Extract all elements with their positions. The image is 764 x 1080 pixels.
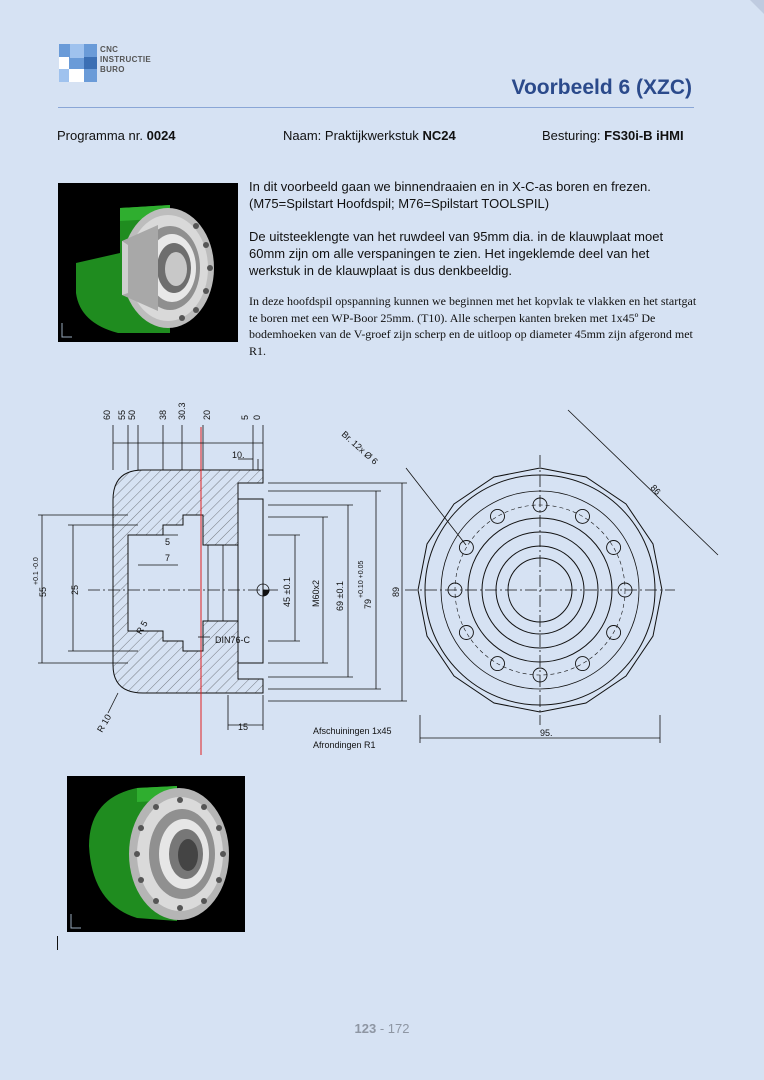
control-label: Besturing: (542, 128, 601, 143)
dim-r10: R 10 (95, 712, 114, 734)
dim-89: 89 (391, 586, 401, 597)
dim-45: 45 ±0.1 (282, 577, 292, 607)
page-number (0, 1021, 764, 1036)
technical-drawing (28, 395, 728, 765)
page-current: 123 (354, 1021, 377, 1036)
dim-55-tol: +0.1 -0.0 (33, 557, 40, 585)
dim-95: 95. (540, 728, 553, 738)
dim-top-0: 0 (252, 414, 262, 420)
top-dimension-ticks (113, 425, 263, 470)
program-number (57, 128, 176, 143)
logo-text (100, 45, 151, 75)
dim-69: 69 ±0.1 (335, 581, 345, 611)
page-total: 172 (387, 1021, 410, 1036)
text-cursor (57, 936, 58, 950)
dim-15: 15 (238, 722, 249, 732)
logo-mark-icon (58, 43, 98, 83)
dim-top-55: 55 (117, 409, 127, 420)
logo-line-2: INSTRUCTIE (100, 55, 151, 64)
note-round: Afrondingen R1 (313, 740, 376, 750)
title-divider (58, 107, 694, 108)
dim-10: 10. (232, 450, 245, 460)
dim-86: 86 (648, 482, 663, 497)
page-corner-fold (750, 0, 764, 14)
holes-label: Br. 12x Ø 6 (339, 429, 380, 467)
part-name (283, 128, 456, 143)
dim-79-tol: +0.10 +0.05 (358, 560, 365, 598)
page-title: Voorbeeld 6 (XZC) (511, 76, 692, 99)
dim-r5: R 5 (134, 618, 150, 636)
dim-25: 25 (70, 584, 80, 595)
logo-line-3: BURO (100, 65, 125, 74)
dim-m60: M60x2 (311, 579, 321, 607)
page-separator: - (376, 1021, 388, 1036)
part-render-image-top (58, 183, 238, 342)
program-label: Programma nr. (57, 128, 143, 143)
note-chamfer: Afschuiningen 1x45 (313, 726, 392, 736)
paragraph-operations: In deze hoofdspil opspanning kunnen we beginnen met het kopvlak te vlakken en het startgat te boren met een WP-Boor 25mm. (T10). Alle scherpen kanten breken met 1x45º De bodemhoeken van de V-groef zijn scherp en de uitloop op diameter 45mm zijn afgerond met R1. (249, 294, 697, 358)
dim-5: 5 (165, 537, 171, 547)
dim-top-38: 38 (158, 409, 168, 420)
front-view (405, 455, 675, 725)
dim-top-20: 20 (202, 409, 212, 420)
dim-top-50: 50 (127, 409, 137, 420)
logo (58, 43, 178, 83)
name-value: NC24 (422, 128, 456, 143)
control-type (542, 128, 684, 143)
dim-top-5: 5 (240, 414, 250, 420)
dim-55: 55 (38, 586, 48, 597)
dim-top-60: 60 (102, 409, 112, 420)
part-render-image-bottom (67, 776, 245, 932)
program-value: 0024 (146, 128, 176, 143)
name-label: Naam: Praktijkwerkstuk (283, 128, 419, 143)
dim-79: 79 (363, 598, 373, 609)
paragraph-clamping: De uitsteeklengte van het ruwdeel van 95mm dia. in de klauwplaat moet 60mm zijn om alle verspaningen te zien. Het ingeklemde deel van het werkstuk in de klauwplaat is dus denkbeeldig. (249, 229, 664, 278)
dim-top-30-3: 30.3 (177, 402, 187, 420)
logo-line-1: CNC (100, 45, 119, 54)
control-value: FS30i-B iHMI (604, 128, 684, 143)
dim-7: 7 (165, 553, 171, 563)
dim-din76: DIN76-C (215, 635, 251, 645)
paragraph-intro: In dit voorbeeld gaan we binnendraaien en in X-C-as boren en frezen. (M75=Spilstart Hoofdspil; M76=Spilstart TOOLSPIL) (249, 179, 651, 211)
